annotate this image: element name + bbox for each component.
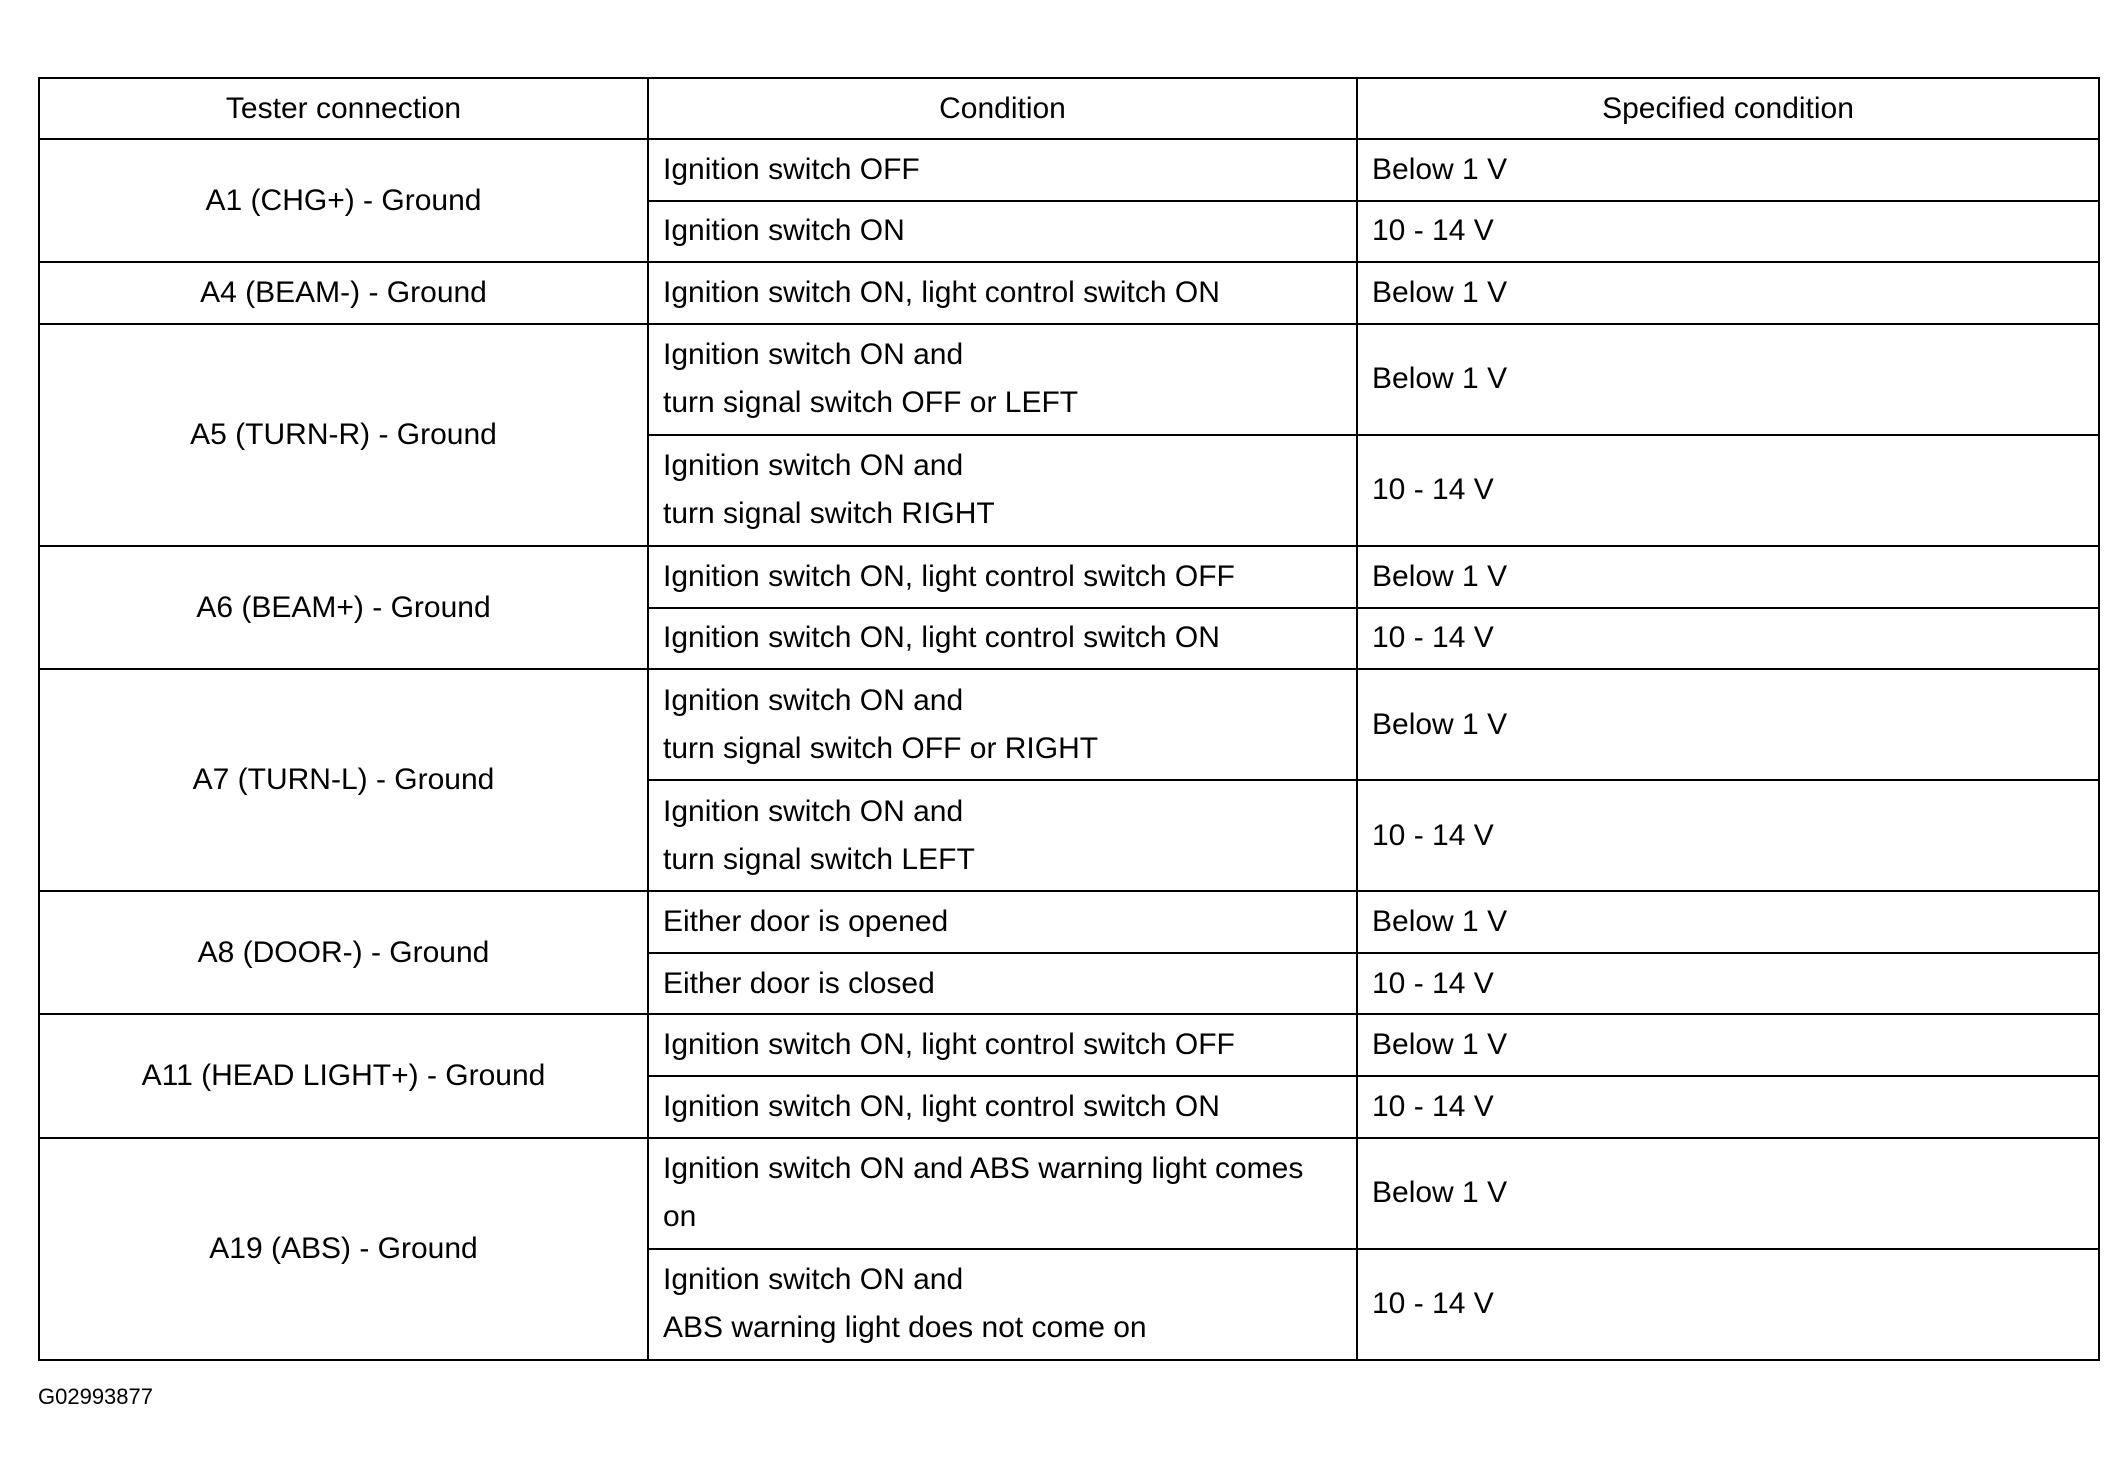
table-row	[39, 324, 2099, 435]
tester-connection-cell: A19 (ABS) - Ground	[39, 1138, 648, 1360]
condition-cell	[648, 435, 1357, 546]
condition-cell	[648, 324, 1357, 435]
condition-line: turn signal switch OFF or LEFT	[663, 386, 1079, 420]
condition-cell	[648, 1138, 1357, 1249]
condition-cell	[648, 953, 1357, 1015]
condition-line: Either door is closed	[663, 966, 935, 1000]
condition-cell	[648, 669, 1357, 780]
tester-connection-cell: A11 (HEAD LIGHT+) - Ground	[39, 1014, 648, 1137]
header-condition: Condition	[648, 78, 1357, 139]
condition-line: Ignition switch ON and	[663, 449, 964, 483]
specified-condition-cell: 10 - 14 V	[1357, 1076, 2099, 1138]
condition-line: Ignition switch ON	[663, 214, 905, 248]
condition-line: Ignition switch ON and	[663, 683, 964, 717]
specified-condition-cell: 10 - 14 V	[1357, 435, 2099, 546]
condition-line: turn signal switch LEFT	[663, 842, 975, 876]
tester-connection-cell: A1 (CHG+) - Ground	[39, 139, 648, 262]
condition-line: Ignition switch ON, light control switch OFF	[663, 559, 1235, 593]
condition-line: Ignition switch ON and	[663, 794, 964, 828]
condition-line: Ignition switch ON, light control switch ON	[663, 275, 1220, 309]
condition-line: Ignition switch ON, light control switch OFF	[663, 1028, 1235, 1062]
figure-id: G02993877	[38, 1384, 153, 1409]
condition-line: ABS warning light does not come on	[663, 1311, 1147, 1345]
condition-line: Ignition switch OFF	[663, 152, 920, 186]
specified-condition-cell: Below 1 V	[1357, 139, 2099, 201]
tester-connection-cell: A5 (TURN-R) - Ground	[39, 324, 648, 546]
specified-condition-cell: 10 - 14 V	[1357, 1249, 2099, 1360]
condition-cell	[648, 546, 1357, 608]
header-tester-connection: Tester connection	[39, 78, 648, 139]
specified-condition-cell: Below 1 V	[1357, 1138, 2099, 1249]
specified-condition-cell: Below 1 V	[1357, 262, 2099, 324]
condition-cell	[648, 201, 1357, 263]
condition-line: Ignition switch ON and	[663, 338, 964, 372]
condition-line: turn signal switch OFF or RIGHT	[663, 731, 1099, 765]
header-row	[39, 78, 2099, 139]
condition-cell	[648, 139, 1357, 201]
condition-line: on	[663, 1200, 697, 1234]
condition-line: turn signal switch RIGHT	[663, 497, 995, 531]
condition-cell	[648, 780, 1357, 891]
specified-condition-cell: Below 1 V	[1357, 546, 2099, 608]
condition-cell	[648, 262, 1357, 324]
table-row	[39, 669, 2099, 780]
inspection-table	[38, 77, 2100, 1361]
tester-connection-cell: A6 (BEAM+) - Ground	[39, 546, 648, 669]
table-row	[39, 262, 2099, 324]
table-row	[39, 546, 2099, 608]
tester-connection-cell: A7 (TURN-L) - Ground	[39, 669, 648, 891]
table-row	[39, 1014, 2099, 1076]
condition-line: Ignition switch ON, light control switch ON	[663, 621, 1220, 655]
specified-condition-cell: Below 1 V	[1357, 1014, 2099, 1076]
condition-cell	[648, 608, 1357, 670]
condition-line: Ignition switch ON, light control switch ON	[663, 1089, 1220, 1123]
tester-connection-cell: A8 (DOOR-) - Ground	[39, 891, 648, 1014]
condition-cell	[648, 1076, 1357, 1138]
condition-line: Ignition switch ON and	[663, 1263, 964, 1297]
header-specified-condition: Specified condition	[1357, 78, 2099, 139]
specified-condition-cell: Below 1 V	[1357, 324, 2099, 435]
condition-cell	[648, 891, 1357, 953]
condition-cell	[648, 1014, 1357, 1076]
condition-line: Ignition switch ON and ABS warning light comes	[663, 1152, 1304, 1186]
condition-line: Either door is opened	[663, 905, 949, 939]
specified-condition-cell: 10 - 14 V	[1357, 953, 2099, 1015]
table-body	[39, 139, 2099, 1360]
specified-condition-cell: 10 - 14 V	[1357, 201, 2099, 263]
table-row	[39, 1138, 2099, 1249]
specified-condition-cell: Below 1 V	[1357, 669, 2099, 780]
tester-connection-cell: A4 (BEAM-) - Ground	[39, 262, 648, 324]
specified-condition-cell: 10 - 14 V	[1357, 780, 2099, 891]
specified-condition-cell: Below 1 V	[1357, 891, 2099, 953]
condition-cell	[648, 1249, 1357, 1360]
table-row	[39, 891, 2099, 953]
table-row	[39, 139, 2099, 201]
specified-condition-cell: 10 - 14 V	[1357, 608, 2099, 670]
